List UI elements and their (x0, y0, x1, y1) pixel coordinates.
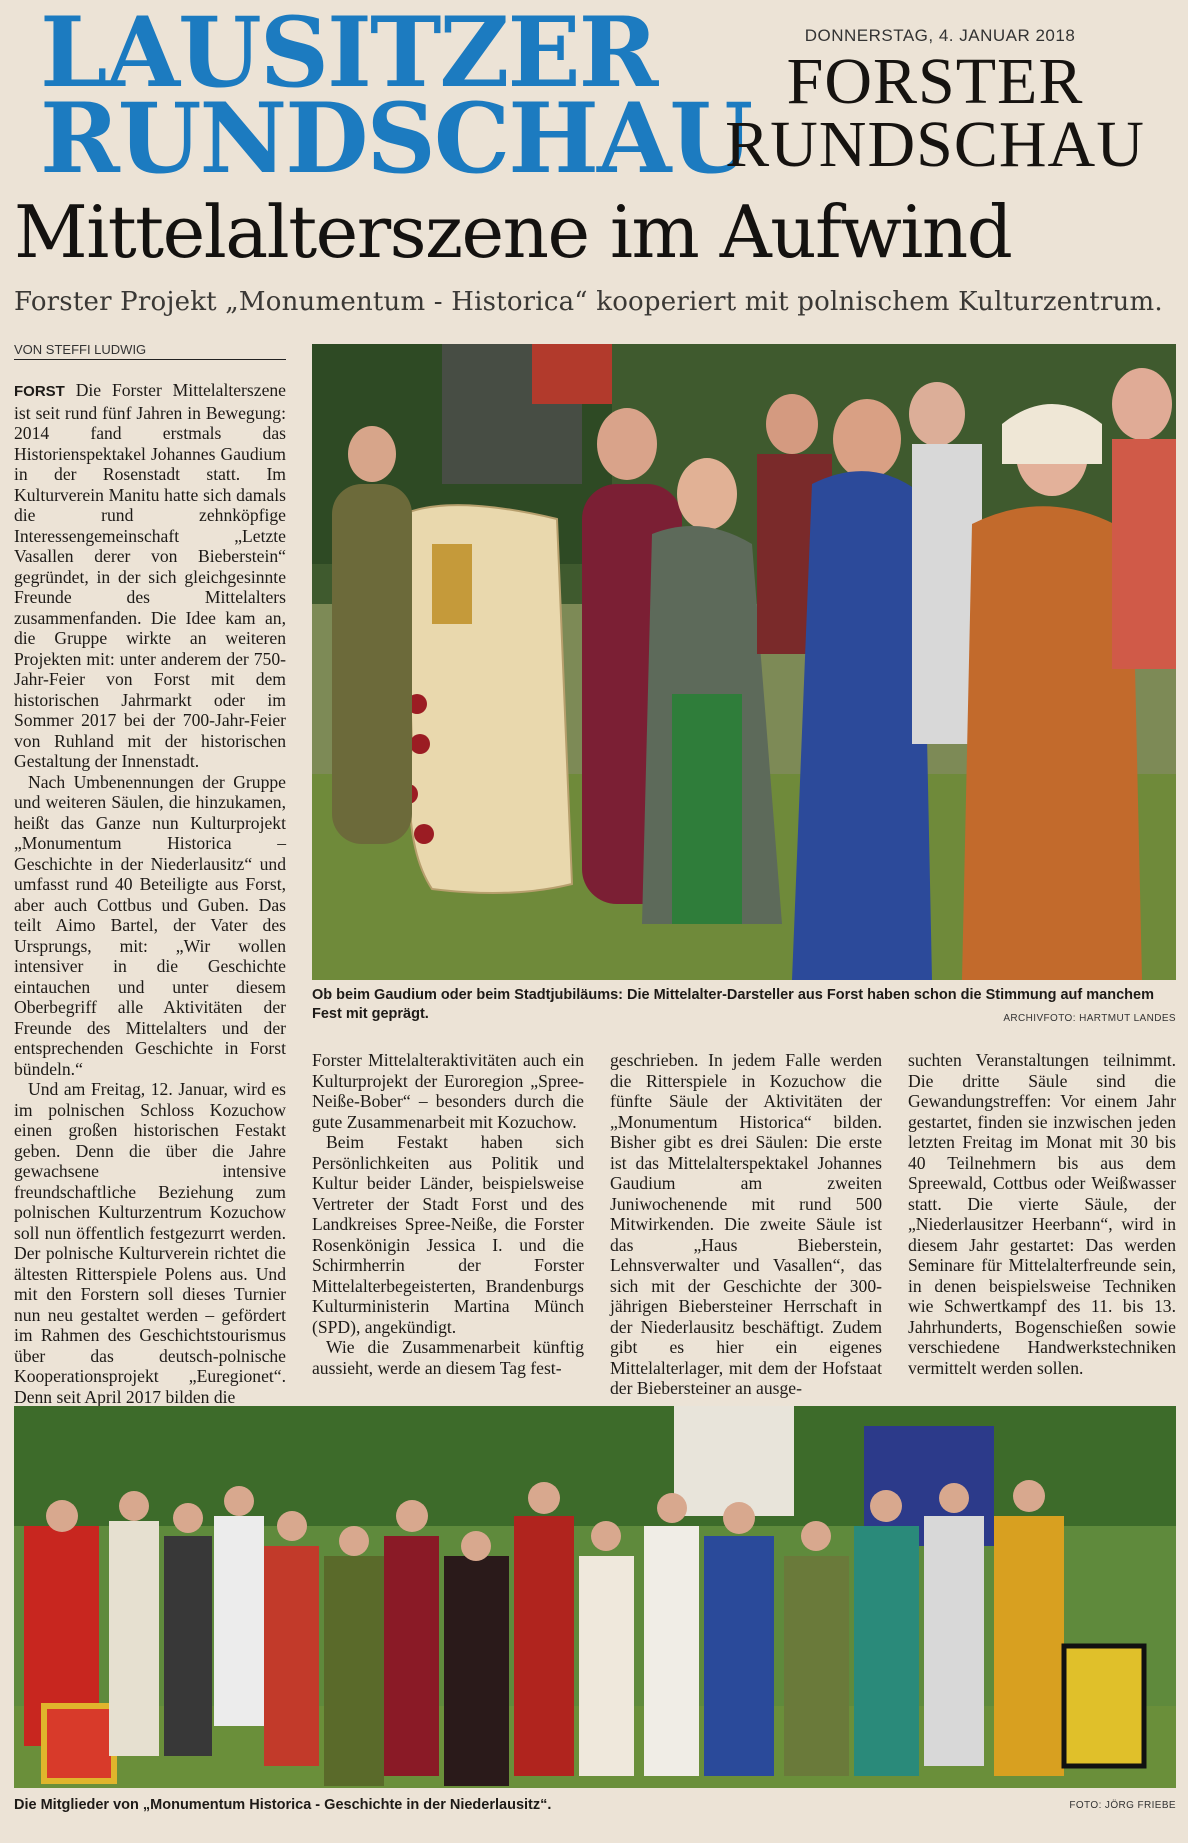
paragraph: Wie die Zusammenarbeit künftig aussieht, werde an diesem Tag fest- (312, 1337, 584, 1378)
article-column-2 (312, 1050, 584, 1378)
section-logo-line-1: FORSTER (786, 45, 1084, 118)
logo-line-2: RUNDSCHAU (40, 82, 752, 195)
photo-2-credit: FOTO: JÖRG FRIEBE (1069, 1800, 1176, 1811)
paragraph: Forster Mittelalteraktivitäten auch ein Kulturprojekt der Euroregion „Spree-Neiße-Bober“ – besonders durch die gute Zusammenarbeit mit Kozuchow. (312, 1050, 584, 1132)
group-photo-illustration (14, 1406, 1176, 1788)
paragraph: Und am Freitag, 12. Januar, wird es im polnischen Schloss Kozuchow einen großen historischen Festakt geben. Denn die über die Jahre gewachsene intensive freundschaftliche Beziehung zum polnischen Kulturzentrum Kozuchow soll nun öffentlich festgezurrt werden. Der polnische Kulturverein richtet die ältesten Ritterspiele Polens aus. Und mit den Forstern soll dieses Turnier nun neu gestaltet werden – gefördert im Rahmen des Geschichtstourismus über das deutsch-polnische Kooperationsprojekt „Euregionet“. Denn seit April 2017 bilden die (14, 1079, 286, 1407)
photo-1-caption: Ob beim Gaudium oder beim Stadtjubiläums: Die Mittelalter-Darsteller aus Forst haben schon die Stimmung auf manchem Fest mit geprägt. (312, 987, 1154, 1022)
forster-rundschau-logo (700, 45, 1170, 181)
photo-illustration (312, 344, 1176, 980)
logo-line-1: LAUSITZER (40, 0, 657, 109)
paragraph: Nach Umbenennungen der Gruppe und weiteren Säulen, die hinzukamen, heißt das Ganze nun Kulturprojekt „Monumentum Historica – Geschichte in der Niederlausitz“ und umfasst rund 40 Beteiligte aus Forst, aber auch Cottbus und Guben. Das teilt Aimo Bartel, der Vater des Ursprungs, mit: „Wir wollen intensiver in die Geschichte eintauchen und unter diesem Oberbegriff alle Aktivitäten der Freunde des Mittelalters und der entsprechenden Geschichte in Forst bündeln.“ (14, 771, 286, 1079)
group-photo-monumentum-historica (14, 1406, 1176, 1788)
photo-1-credit: ARCHIVFOTO: HARTMUT LANDES (1003, 1013, 1176, 1024)
paragraph: suchten Veranstaltungen teilnimmt. Die dritte Säule sind die Gewandungstreffen: Vor einem Jahr gestartet, finden sie inzwischen jeden letzten Freitag im Monat mit 30 bis 40 Teilnehmern bis aus dem Spreewald, Cottbus oder Weißwasser statt. Die vierte Säule, der „Niederlausitzer Heerbann“, wird in diesem Jahr gestartet: Das werden Seminare für Mittelalterfreunde sein, in denen beispielsweise Techniken wie Schwertkampf des 11. bis 13. Jahrhunderts, Bogenschießen sowie verschiedene Handwerkstechniken vermittelt werden sollen. (908, 1050, 1176, 1378)
paragraph: geschrieben. In jedem Falle werden die Ritterspiele in Kozuchow die fünfte Säule der Aktivitäten der „Monumentum Historica“ bilden. Bisher gibt es drei Säulen: Die erste ist das Mittelalterspektakel Johannes Gaudium am zweiten Juniwochenende mit rund 500 Mitwirkenden. Die zweite Säule ist das „Haus Bieberstein, Lehnsverwalter und Vasallen“, das sich mit der Geschichte der 300-jährigen Biebersteiner Herrschaft in der Niederlausitz beschäftigt. Zudem gibt es hier ein eigenes Mittelalterlager, mit dem der Hofstaat der Biebersteiner an ausge- (610, 1050, 882, 1398)
paragraph (14, 380, 286, 772)
byline: VON STEFFI LUDWIG (14, 342, 286, 360)
article-column-3 (610, 1050, 882, 1399)
article-column-1 (14, 380, 286, 1407)
paragraph-text: Die Forster Mittelalterszene ist seit rund fünf Jahren in Bewegung: 2014 fand erstmals das Historienspektakel Johannes Gaudium in der Rosenstadt statt. Im Kulturverein Manitu hatte sich damals die rund zehnköpfige Interessengemeinschaft „Letzte Vasallen derer von Bieberstein“ gegründet, in der sich gleichgesinnte Freunde des Mittelalters zusammenfanden. Die Idee kam an, die Gruppe wirkte an weiteren Projekten mit: unter anderem der 750-Jahr-Feier von Forst mit dem historischen Jahrmarkt oder im Sommer 2017 bei der 700-Jahr-Feier von Ruhland mit der historischen Gestaltung der Innenstadt. (14, 380, 286, 771)
archive-photo-costumed-performers (312, 344, 1176, 980)
issue-date: DONNERSTAG, 4. JANUAR 2018 (804, 26, 1076, 45)
dateline: FORST (14, 383, 65, 400)
article-column-4 (908, 1050, 1176, 1378)
section-logo-line-2: RUNDSCHAU (725, 108, 1145, 181)
paragraph: Beim Festakt haben sich Persönlichkeiten aus Politik und Kultur beider Länder, beispielsweise Vertreter der Stadt Forst und des Landkreises Spree-Neiße, die Forster Rosenkönigin Jessica I. und die Schirmherrin der Forster Mittelalterbegeisterten, Brandenburgs Kulturministerin Martina Münch (SPD), angekündigt. (312, 1132, 584, 1337)
article-headline: Mittelalterszene im Aufwind (14, 190, 1012, 274)
lausitzer-rundschau-logo (40, 0, 752, 195)
photo-2-caption: Die Mitglieder von „Monumentum Historica - Geschichte in der Niederlausitz“. (14, 1797, 552, 1813)
article-subheadline: Forster Projekt „Monumentum - Historica“ kooperiert mit polnischem Kulturzentrum. (14, 287, 1163, 317)
